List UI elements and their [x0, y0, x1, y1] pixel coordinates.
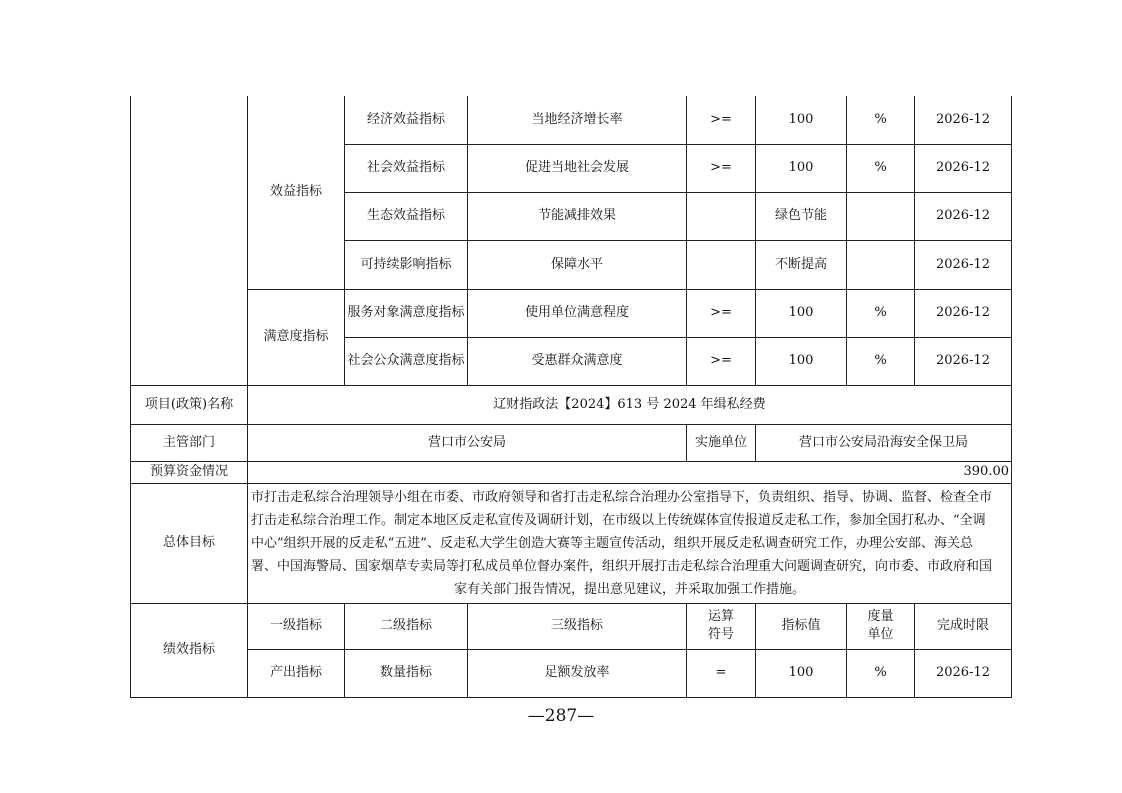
project-name-label: 项目(政策)名称: [131, 385, 248, 424]
deadline-cell: 2026-12: [915, 289, 1012, 337]
deadline-cell: 2026-12: [915, 649, 1012, 697]
value-cell: 100: [756, 96, 847, 144]
goal-line: 中心”组织开展的反走私“五进”、反走私大学生创造大赛等主题宣传活动，组织开展反走私调查研究工作，办理公安部、海关总: [251, 535, 973, 551]
header-unit-line1: 度量: [867, 609, 894, 624]
header-unit: [847, 603, 915, 649]
unit-cell: %: [847, 649, 915, 697]
level3-cell: 促进当地社会发展: [468, 144, 687, 192]
goal-line: 打击走私综合治理工作。制定本地区反走私宣传及调研计划，在市级以上传统媒体宣传报道反走私工作，参加全国打私办、“全调: [251, 512, 986, 528]
operator-cell: [687, 240, 756, 289]
perf-label: 绩效指标: [131, 603, 248, 697]
project-name-value: 辽财指政法【2024】613 号 2024 年缉私经费: [248, 385, 1012, 424]
operator-cell: >=: [687, 96, 756, 144]
level3-cell: 使用单位满意程度: [468, 289, 687, 337]
table-row: [131, 385, 1012, 424]
header-value: 指标值: [756, 603, 847, 649]
table-row: [131, 424, 1012, 461]
table-row: [131, 649, 1012, 697]
table-row: [131, 461, 1012, 483]
page-number: —287—: [527, 706, 595, 726]
value-cell: 绿色节能: [756, 192, 847, 240]
deadline-cell: 2026-12: [915, 144, 1012, 192]
header-operator-line1: 运算: [707, 609, 734, 624]
operator-cell: >=: [687, 337, 756, 385]
level3-cell: 受惠群众满意度: [468, 337, 687, 385]
level2-cell: 生态效益指标: [345, 192, 468, 240]
header-level1: 一级指标: [248, 603, 345, 649]
header-level2: 二级指标: [345, 603, 468, 649]
deadline-cell: 2026-12: [915, 337, 1012, 385]
level3-cell: 保障水平: [468, 240, 687, 289]
goal-text: [248, 483, 1012, 603]
dept-label: 主管部门: [131, 424, 248, 461]
deadline-cell: 2026-12: [915, 240, 1012, 289]
level3-cell: 足额发放率: [468, 649, 687, 697]
unit-cell: %: [847, 144, 915, 192]
level3-cell: 节能减排效果: [468, 192, 687, 240]
level3-cell: 当地经济增长率: [468, 96, 687, 144]
value-cell: 不断提高: [756, 240, 847, 289]
level2-cell: 社会公众满意度指标: [345, 337, 468, 385]
goal-line: 家有关部门报告情况，提出意见建议，并采取加强工作措施。: [453, 581, 805, 597]
value-cell: 100: [756, 649, 847, 697]
value-cell: 100: [756, 337, 847, 385]
unit-cell: [847, 240, 915, 289]
goal-line: 署、中国海警局、国家烟草专卖局等打私成员单位督办案件，组织开展打击走私综合治理重大问题调查研究，向市委、市政府和国: [251, 558, 993, 574]
impl-value: 营口市公安局沿海安全保卫局: [756, 424, 1012, 461]
unit-cell: %: [847, 337, 915, 385]
table-header-row: [131, 603, 1012, 649]
level1-cell: 满意度指标: [248, 289, 345, 385]
deadline-cell: 2026-12: [915, 96, 1012, 144]
goal-line: 市打击走私综合治理领导小组在市委、市政府领导和省打击走私综合治理办公室指导下，负责组织、指导、协调、监督、检查全市: [251, 489, 993, 505]
header-unit-line2: 单位: [867, 627, 894, 642]
level1-cell: 效益指标: [248, 96, 345, 289]
table-row: [131, 483, 1012, 603]
budget-value: 390.00: [248, 461, 1012, 483]
header-deadline: 完成时限: [915, 603, 1012, 649]
budget-label: 预算资金情况: [131, 461, 248, 483]
unit-cell: [847, 192, 915, 240]
level2-cell: 社会效益指标: [345, 144, 468, 192]
continued-category-cell: [131, 96, 248, 385]
operator-cell: >=: [687, 289, 756, 337]
table-row: [131, 96, 1012, 144]
level1-cell: 产出指标: [248, 649, 345, 697]
impl-label: 实施单位: [687, 424, 756, 461]
header-operator-line2: 符号: [707, 627, 734, 642]
unit-cell: %: [847, 96, 915, 144]
level2-cell: 可持续影响指标: [345, 240, 468, 289]
value-cell: 100: [756, 289, 847, 337]
goal-label: 总体目标: [131, 483, 248, 603]
level2-cell: 经济效益指标: [345, 96, 468, 144]
operator-cell: >=: [687, 144, 756, 192]
header-level3: 三级指标: [468, 603, 687, 649]
deadline-cell: 2026-12: [915, 192, 1012, 240]
performance-table: [130, 96, 1012, 698]
dept-value: 营口市公安局: [248, 424, 687, 461]
table-row: [131, 289, 1012, 337]
level2-cell: 服务对象满意度指标: [345, 289, 468, 337]
level2-cell: 数量指标: [345, 649, 468, 697]
unit-cell: %: [847, 289, 915, 337]
operator-cell: [687, 192, 756, 240]
operator-cell: =: [687, 649, 756, 697]
header-operator: [687, 603, 756, 649]
value-cell: 100: [756, 144, 847, 192]
